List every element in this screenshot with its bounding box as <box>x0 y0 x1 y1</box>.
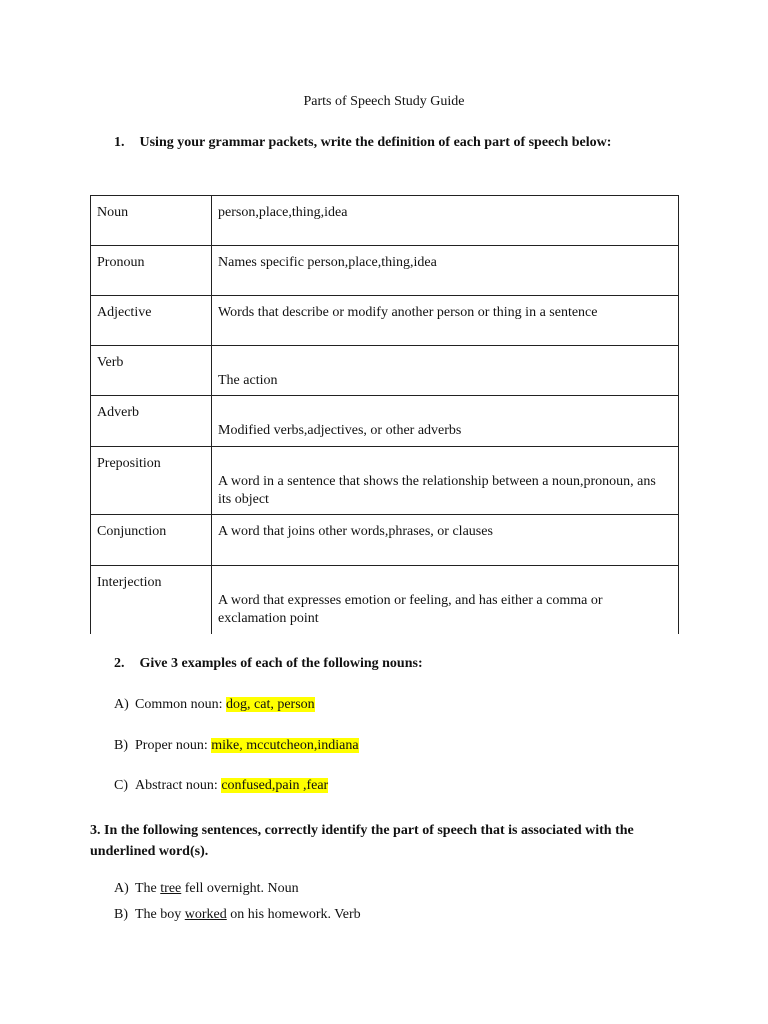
definition-cell <box>212 447 679 515</box>
term-verb: Verb <box>97 355 124 370</box>
term-cell <box>91 515 212 566</box>
term-cell <box>91 296 212 346</box>
definition-adjective: Words that describe or modify another person or thing in a sentence <box>218 305 598 320</box>
table-row <box>91 447 679 515</box>
table-row <box>91 346 679 396</box>
sentence-after: on his homework. Verb <box>226 907 361 922</box>
term-cell <box>91 346 212 396</box>
question-2-number: 2. <box>114 656 125 671</box>
table-row <box>91 566 679 634</box>
underlined-word: worked <box>184 907 227 922</box>
proper-noun-answer: mike, mccutcheon,indiana <box>211 738 359 753</box>
definition-cell <box>212 246 679 296</box>
question-2-text: Give 3 examples of each of the following nouns: <box>139 656 423 671</box>
term-adjective: Adjective <box>97 305 152 320</box>
definition-cell <box>212 566 679 634</box>
definitions-table <box>90 195 679 634</box>
term-cell <box>91 396 212 447</box>
common-noun-answer: dog, cat, person <box>226 697 315 712</box>
table-row <box>91 246 679 296</box>
definition-cell <box>212 296 679 346</box>
item-label: A) <box>114 697 129 712</box>
list-item <box>114 697 315 713</box>
definition-conjunction: A word that joins other words,phrases, or clauses <box>218 524 493 539</box>
term-pronoun: Pronoun <box>97 255 145 270</box>
sentence-label: B) <box>114 907 128 922</box>
sentence-before: The boy <box>135 907 185 922</box>
list-item <box>114 907 361 923</box>
item-prompt: Proper noun: <box>135 738 212 753</box>
definition-cell <box>212 196 679 246</box>
item-label: B) <box>114 738 128 753</box>
table-row <box>91 296 679 346</box>
table-row <box>91 196 679 246</box>
term-noun: Noun <box>97 205 129 220</box>
item-prompt: Abstract noun: <box>135 778 222 793</box>
sentence-before: The <box>135 881 161 896</box>
list-item <box>114 778 328 794</box>
item-label: C) <box>114 778 128 793</box>
question-1 <box>114 135 611 151</box>
term-cell <box>91 196 212 246</box>
term-preposition: Preposition <box>97 456 161 471</box>
definition-cell <box>212 396 679 447</box>
definition-preposition: A word in a sentence that shows the relationship between a noun,pronoun, ans its object <box>218 474 656 507</box>
term-cell <box>91 246 212 296</box>
abstract-noun-answer: confused,pain ,fear <box>221 778 329 793</box>
item-prompt: Common noun: <box>135 697 227 712</box>
sentence-label: A) <box>114 881 129 896</box>
question-3: 3. In the following sentences, correctly identify the part of speech that is associated with the underlined word(s). <box>90 823 634 859</box>
question-1-text: Using your grammar packets, write the definition of each part of speech below: <box>139 135 612 150</box>
definition-cell <box>212 515 679 566</box>
term-interjection: Interjection <box>97 575 162 590</box>
list-item <box>114 881 299 897</box>
definition-cell <box>212 346 679 396</box>
question-1-number: 1. <box>114 135 125 150</box>
definition-interjection: A word that expresses emotion or feeling, and has either a comma or exclamation point <box>218 593 603 626</box>
term-adverb: Adverb <box>97 405 139 420</box>
table-row <box>91 515 679 566</box>
table-row <box>91 396 679 447</box>
term-conjunction: Conjunction <box>97 524 167 539</box>
page-title: Parts of Speech Study Guide <box>303 94 465 109</box>
definition-noun: person,place,thing,idea <box>218 205 348 220</box>
definition-adverb: Modified verbs,adjectives, or other adverbs <box>218 423 462 438</box>
list-item <box>114 738 359 754</box>
definition-verb: The action <box>218 373 278 388</box>
sentence-after: fell overnight. Noun <box>181 881 299 896</box>
question-2 <box>114 656 423 672</box>
term-cell <box>91 566 212 634</box>
underlined-word: tree <box>160 881 182 896</box>
term-cell <box>91 447 212 515</box>
definition-pronoun: Names specific person,place,thing,idea <box>218 255 437 270</box>
